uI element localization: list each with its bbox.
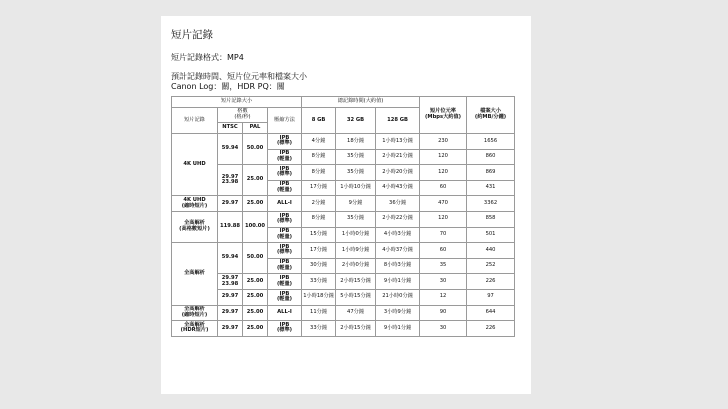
cell-time-8gb: 8分鐘: [302, 211, 336, 227]
cell-time-32gb: 1小時9分鐘: [336, 243, 376, 259]
cell-time-32gb: 2小時15分鐘: [336, 274, 376, 290]
cell-compression: IPB (標準): [268, 321, 302, 337]
cell-bitrate: 120: [420, 149, 467, 165]
header-compression: 壓縮方法: [268, 108, 302, 134]
cell-filesize: 226: [467, 274, 515, 290]
cell-time-128gb: 9小時1分鐘: [376, 321, 420, 337]
cell-pal: 25.00: [243, 289, 268, 305]
cell-pal: 25.00: [243, 305, 268, 321]
cell-bitrate: 60: [420, 180, 467, 196]
cell-filesize: 252: [467, 258, 515, 274]
cell-bitrate: 12: [420, 289, 467, 305]
row-group-label: 4K UHD (縮時短片): [172, 196, 218, 212]
cell-bitrate: 70: [420, 227, 467, 243]
cell-compression: IPB (輕量): [268, 274, 302, 290]
cell-time-8gb: 17分鐘: [302, 243, 336, 259]
cell-filesize: 858: [467, 211, 515, 227]
table-row: [172, 196, 515, 212]
cell-time-128gb: 3小時9分鐘: [376, 305, 420, 321]
cell-filesize: 97: [467, 289, 515, 305]
header-filesize: 檔案大小 (約MB/分鐘): [467, 97, 515, 134]
table-row: [172, 289, 515, 305]
cell-time-32gb: 5小時15分鐘: [336, 289, 376, 305]
cell-compression: IPB (標準): [268, 243, 302, 259]
cell-time-128gb: 36分鐘: [376, 196, 420, 212]
cell-bitrate: 35: [420, 258, 467, 274]
cell-pal: 25.00: [243, 274, 268, 290]
cell-compression: ALL-I: [268, 305, 302, 321]
cell-pal: 50.00: [243, 134, 268, 165]
cell-compression: IPB (標準): [268, 211, 302, 227]
cell-time-8gb: 15分鐘: [302, 227, 336, 243]
cell-time-128gb: 1小時13分鐘: [376, 134, 420, 150]
header-8gb: 8 GB: [302, 108, 336, 134]
document-page: [161, 16, 531, 394]
cell-time-8gb: 17分鐘: [302, 180, 336, 196]
cell-pal: 100.00: [243, 211, 268, 242]
cell-ntsc: 29.97: [218, 305, 243, 321]
cell-compression: IPB (輕量): [268, 258, 302, 274]
table-row: [172, 211, 515, 227]
cell-filesize: 440: [467, 243, 515, 259]
cell-time-32gb: 35分鐘: [336, 149, 376, 165]
header-bitrate: 短片位元率 (Mbps大約值): [420, 97, 467, 134]
cell-bitrate: 60: [420, 243, 467, 259]
header-128gb: 128 GB: [376, 108, 420, 134]
header-32gb: 32 GB: [336, 108, 376, 134]
cell-compression: IPB (標準): [268, 165, 302, 181]
cell-ntsc: 29.97: [218, 196, 243, 212]
cell-time-128gb: 4小時3分鐘: [376, 227, 420, 243]
table-row: [172, 134, 515, 150]
table-row: [172, 274, 515, 290]
row-group-label: 全高解析 (縮時短片): [172, 305, 218, 321]
cell-time-8gb: 1小時18分鐘: [302, 289, 336, 305]
header-recording-size: 短片記錄大小: [172, 97, 302, 108]
cell-pal: 25.00: [243, 165, 268, 196]
cell-pal: 25.00: [243, 196, 268, 212]
cell-bitrate: 120: [420, 211, 467, 227]
cell-time-128gb: 4小時37分鐘: [376, 243, 420, 259]
cell-time-128gb: 2小時20分鐘: [376, 165, 420, 181]
cell-time-32gb: 47分鐘: [336, 305, 376, 321]
cell-time-8gb: 11分鐘: [302, 305, 336, 321]
cell-time-128gb: 2小時22分鐘: [376, 211, 420, 227]
cell-filesize: 644: [467, 305, 515, 321]
cell-time-128gb: 2小時21分鐘: [376, 149, 420, 165]
cell-ntsc: 119.88: [218, 211, 243, 242]
cell-compression: ALL-I: [268, 196, 302, 212]
cell-filesize: 431: [467, 180, 515, 196]
cell-time-32gb: 2小時0分鐘: [336, 258, 376, 274]
cell-time-8gb: 8分鐘: [302, 165, 336, 181]
cell-compression: IPB (標準): [268, 134, 302, 150]
canon-log-line: Canon Log：關，HDR PQ：關: [171, 82, 285, 91]
cell-bitrate: 120: [420, 165, 467, 181]
cell-time-32gb: 1小時10分鐘: [336, 180, 376, 196]
header-recording: 短片記錄: [172, 108, 218, 134]
cell-bitrate: 230: [420, 134, 467, 150]
row-group-label: 全高解析: [172, 243, 218, 305]
page-title: 短片記錄: [171, 29, 213, 41]
cell-filesize: 501: [467, 227, 515, 243]
cell-filesize: 3362: [467, 196, 515, 212]
cell-bitrate: 470: [420, 196, 467, 212]
cell-time-32gb: 2小時15分鐘: [336, 321, 376, 337]
cell-compression: IPB (輕量): [268, 227, 302, 243]
header-fps: 格數 (格/秒): [218, 108, 268, 123]
row-group-label: 4K UHD: [172, 134, 218, 196]
cell-ntsc: 59.94: [218, 243, 243, 274]
cell-time-32gb: 35分鐘: [336, 211, 376, 227]
cell-filesize: 1656: [467, 134, 515, 150]
cell-bitrate: 90: [420, 305, 467, 321]
cell-time-8gb: 8分鐘: [302, 149, 336, 165]
cell-ntsc: 29.97 23.98: [218, 165, 243, 196]
cell-filesize: 869: [467, 165, 515, 181]
cell-ntsc: 29.97: [218, 289, 243, 305]
cell-pal: 25.00: [243, 321, 268, 337]
cell-pal: 50.00: [243, 243, 268, 274]
cell-time-32gb: 35分鐘: [336, 165, 376, 181]
table-row: [172, 243, 515, 259]
header-ntsc: NTSC: [218, 123, 243, 134]
table-row: [172, 165, 515, 181]
cell-time-32gb: 9分鐘: [336, 196, 376, 212]
cell-time-8gb: 2分鐘: [302, 196, 336, 212]
cell-ntsc: 29.97 23.98: [218, 274, 243, 290]
header-pal: PAL: [243, 123, 268, 134]
cell-time-128gb: 8小時3分鐘: [376, 258, 420, 274]
cell-compression: IPB (輕量): [268, 289, 302, 305]
cell-ntsc: 29.97: [218, 321, 243, 337]
cell-compression: IPB (輕量): [268, 180, 302, 196]
cell-bitrate: 30: [420, 274, 467, 290]
cell-filesize: 226: [467, 321, 515, 337]
cell-time-128gb: 21小時0分鐘: [376, 289, 420, 305]
cell-time-8gb: 4分鐘: [302, 134, 336, 150]
cell-time-128gb: 9小時1分鐘: [376, 274, 420, 290]
row-group-label: 全高解析 (HDR短片): [172, 321, 218, 337]
row-group-label: 全高解析 (高格數短片): [172, 211, 218, 242]
cell-filesize: 860: [467, 149, 515, 165]
cell-time-32gb: 18分鐘: [336, 134, 376, 150]
cell-time-8gb: 33分鐘: [302, 274, 336, 290]
subtitle-line: 預計記錄時間、短片位元率和檔案大小: [171, 72, 307, 81]
header-total-time: 總記錄時間(大約值): [302, 97, 420, 108]
cell-bitrate: 30: [420, 321, 467, 337]
table-row: [172, 305, 515, 321]
cell-compression: IPB (輕量): [268, 149, 302, 165]
format-line: 短片記錄格式：MP4: [171, 53, 244, 62]
cell-time-8gb: 33分鐘: [302, 321, 336, 337]
cell-time-128gb: 4小時43分鐘: [376, 180, 420, 196]
table-row: [172, 321, 515, 337]
cell-time-8gb: 30分鐘: [302, 258, 336, 274]
recording-table: [171, 96, 515, 337]
cell-time-32gb: 1小時0分鐘: [336, 227, 376, 243]
cell-ntsc: 59.94: [218, 134, 243, 165]
